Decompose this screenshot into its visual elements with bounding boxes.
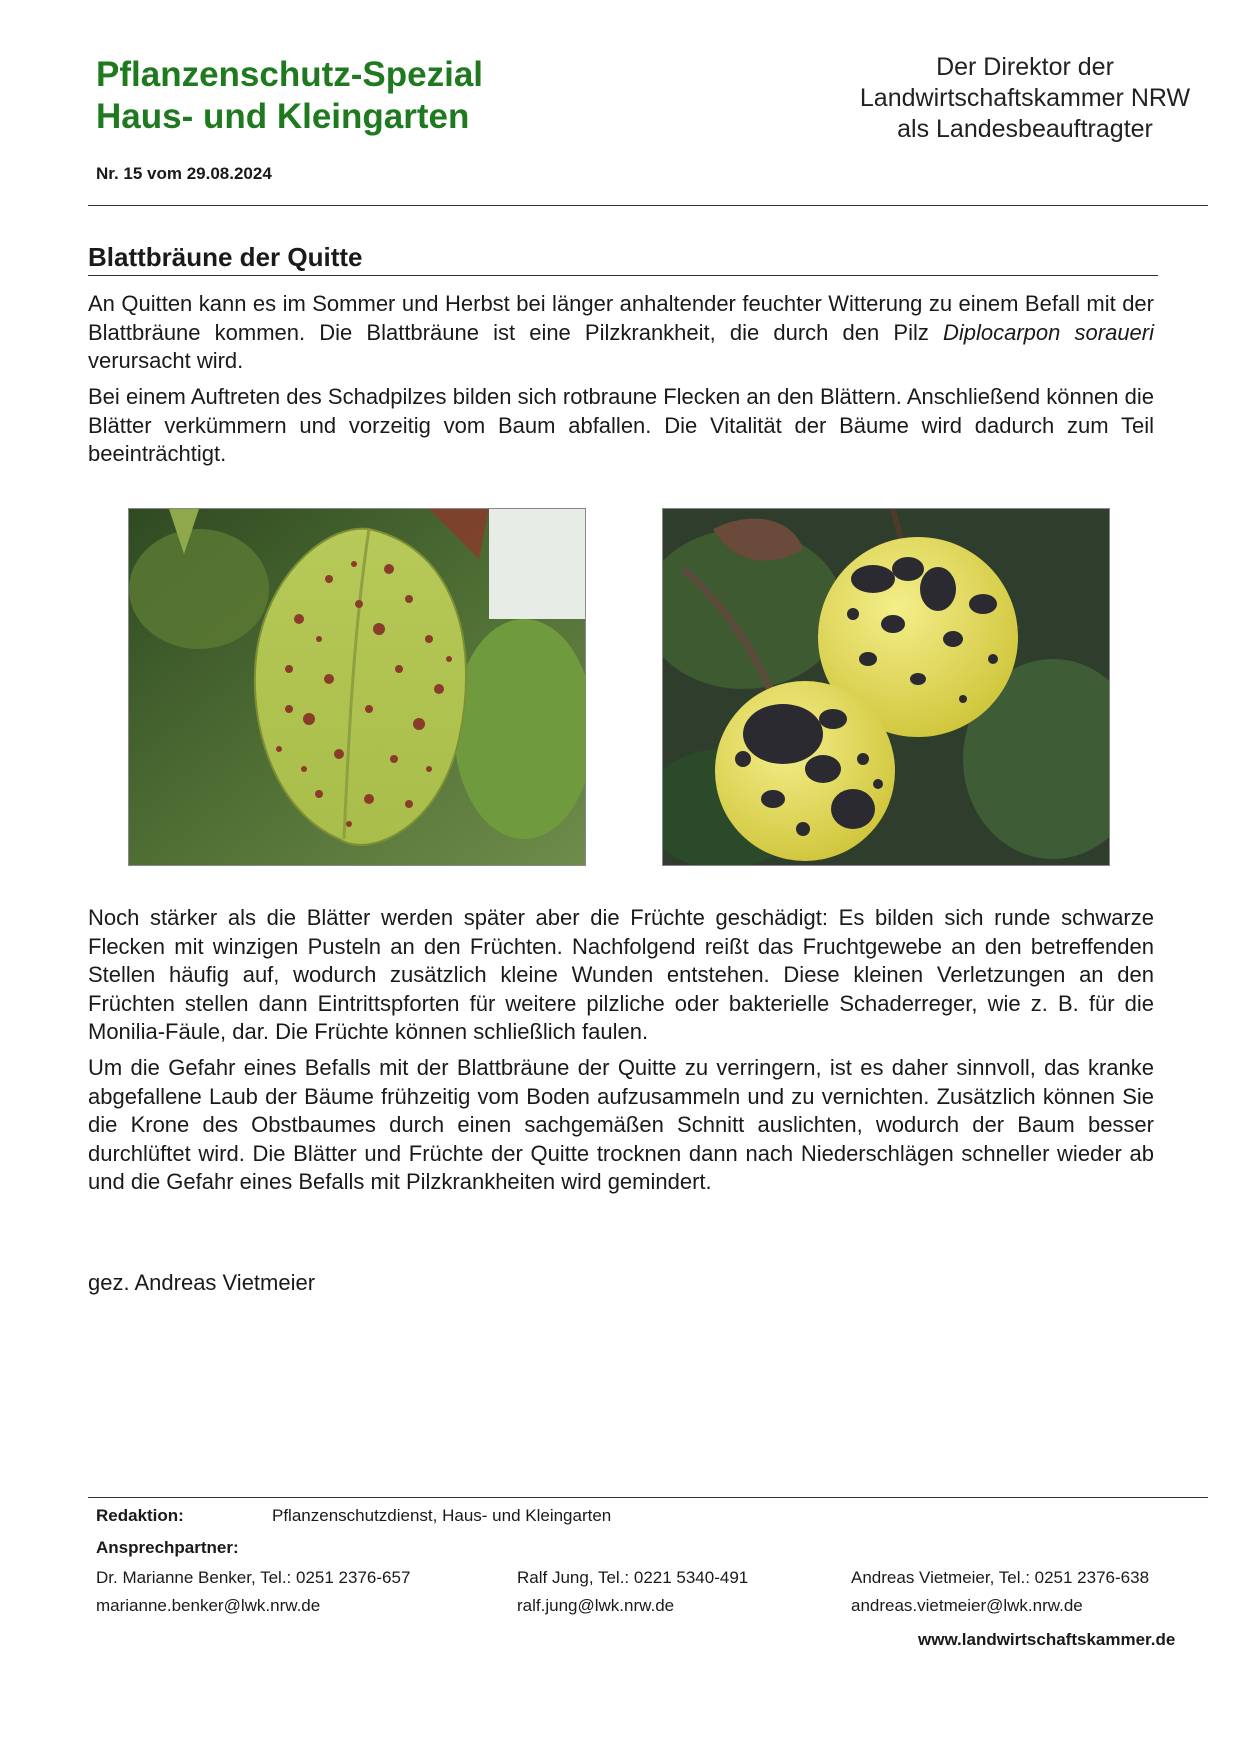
paragraph-symptoms-fruits: Noch stärker als die Blätter werden später aber die Früchte geschädigt: Es bilden sich runde schwarze Flecken mit winzigen Pusteln an den Früchten. Nachfolgend reißt das Fruchtgewebe an den betreffenden Stellen häufig auf, wodurch zusätzlich kleine Wunden entstehen. Diese kleinen Verletzungen an den Früchten stellen dann Eintrittspforten für weitere pilzliche oder bakterielle Schaderreger, wie z. B. für die Monilia-Fäule, dar. Die Früchte können schließlich faulen. [88,905,1154,1044]
title-line-2: Haus- und Kleingarten [96,97,470,136]
leaf-illustration [129,509,585,865]
title-line-1: Pflanzenschutz-Spezial [96,55,484,94]
footer-divider [88,1497,1208,1498]
issue-number: Nr. 15 vom 29.08.2024 [96,164,272,183]
signature: gez. Andreas Vietmeier [88,1270,316,1295]
redaktion-label: Redaktion: [96,1506,184,1525]
header-divider [88,205,1208,206]
photo-infected-leaf [128,508,586,866]
issuer-line-2: Landwirtschaftskammer NRW [859,84,1191,112]
contact-vietmeier [851,1567,1149,1617]
photo-infected-quinces [662,508,1110,866]
contact-benker [96,1567,410,1617]
contact-email[interactable]: andreas.vietmeier@lwk.nrw.de [851,1596,1083,1615]
species-name: Diplocarpon soraueri [942,319,1155,345]
redaktion-value: Pflanzenschutzdienst, Haus- und Kleingarten [272,1506,612,1525]
article-heading: Blattbräune der Quitte [88,242,363,272]
contact-email[interactable]: marianne.benker@lwk.nrw.de [96,1596,321,1615]
contact-jung [517,1567,748,1617]
issuer-line-1: Der Direktor der [936,53,1114,81]
contacts-label: Ansprechpartner: [96,1538,239,1557]
quince-illustration [663,509,1109,865]
issuer-line-3: als Landesbeauftragter [897,115,1153,143]
contact-email[interactable]: ralf.jung@lwk.nrw.de [517,1596,675,1615]
issuer-block [830,52,1220,145]
paragraph-prevention: Um die Gefahr eines Befalls mit der Blattbräune der Quitte zu verringern, ist es daher sinnvoll, das kranke abgefallene Laub der Bäume frühzeitig vom Boden aufzusammeln und zu vernichten. Zusätzlich können Sie die Krone des Obstbaumes durch einen sachgemäßen Schnitt auslichten, wodurch der Baum besser durchlüftet wird. Die Blätter und Früchte der Quitte trocknen dann nach Niederschlägen schneller wieder ab und die Gefahr eines Befalls mit Pilzkrankheiten wird gemindert. [88,1055,1154,1194]
contact-name-tel: Andreas Vietmeier, Tel.: 0251 2376-638 [851,1568,1150,1587]
website-link[interactable]: www.landwirtschaftskammer.de [918,1630,1176,1649]
contact-name-tel: Ralf Jung, Tel.: 0221 5340-491 [517,1568,749,1587]
contact-name-tel: Dr. Marianne Benker, Tel.: 0251 2376-657 [96,1568,411,1587]
heading-divider [88,275,1158,276]
paragraph-intro: An Quitten kann es im Sommer und Herbst bei länger anhaltender feuchter Witterung zu einem Befall mit der Blattbräune kommen. Die Blattbräune ist eine Pilzkrankheit, die durch den Pilz Diplocarpon soraueri verursacht wird. [88,291,1155,373]
paragraph-symptoms-leaves: Bei einem Auftreten des Schadpilzes bilden sich rotbraune Flecken an den Blättern. Anschließend können die Blätter verkümmern und vorzeitig vom Baum abfallen. Die Vitalität der Bäume wird dadurch zum Teil beeinträchtigt. [88,384,1154,466]
page-title [96,54,483,138]
